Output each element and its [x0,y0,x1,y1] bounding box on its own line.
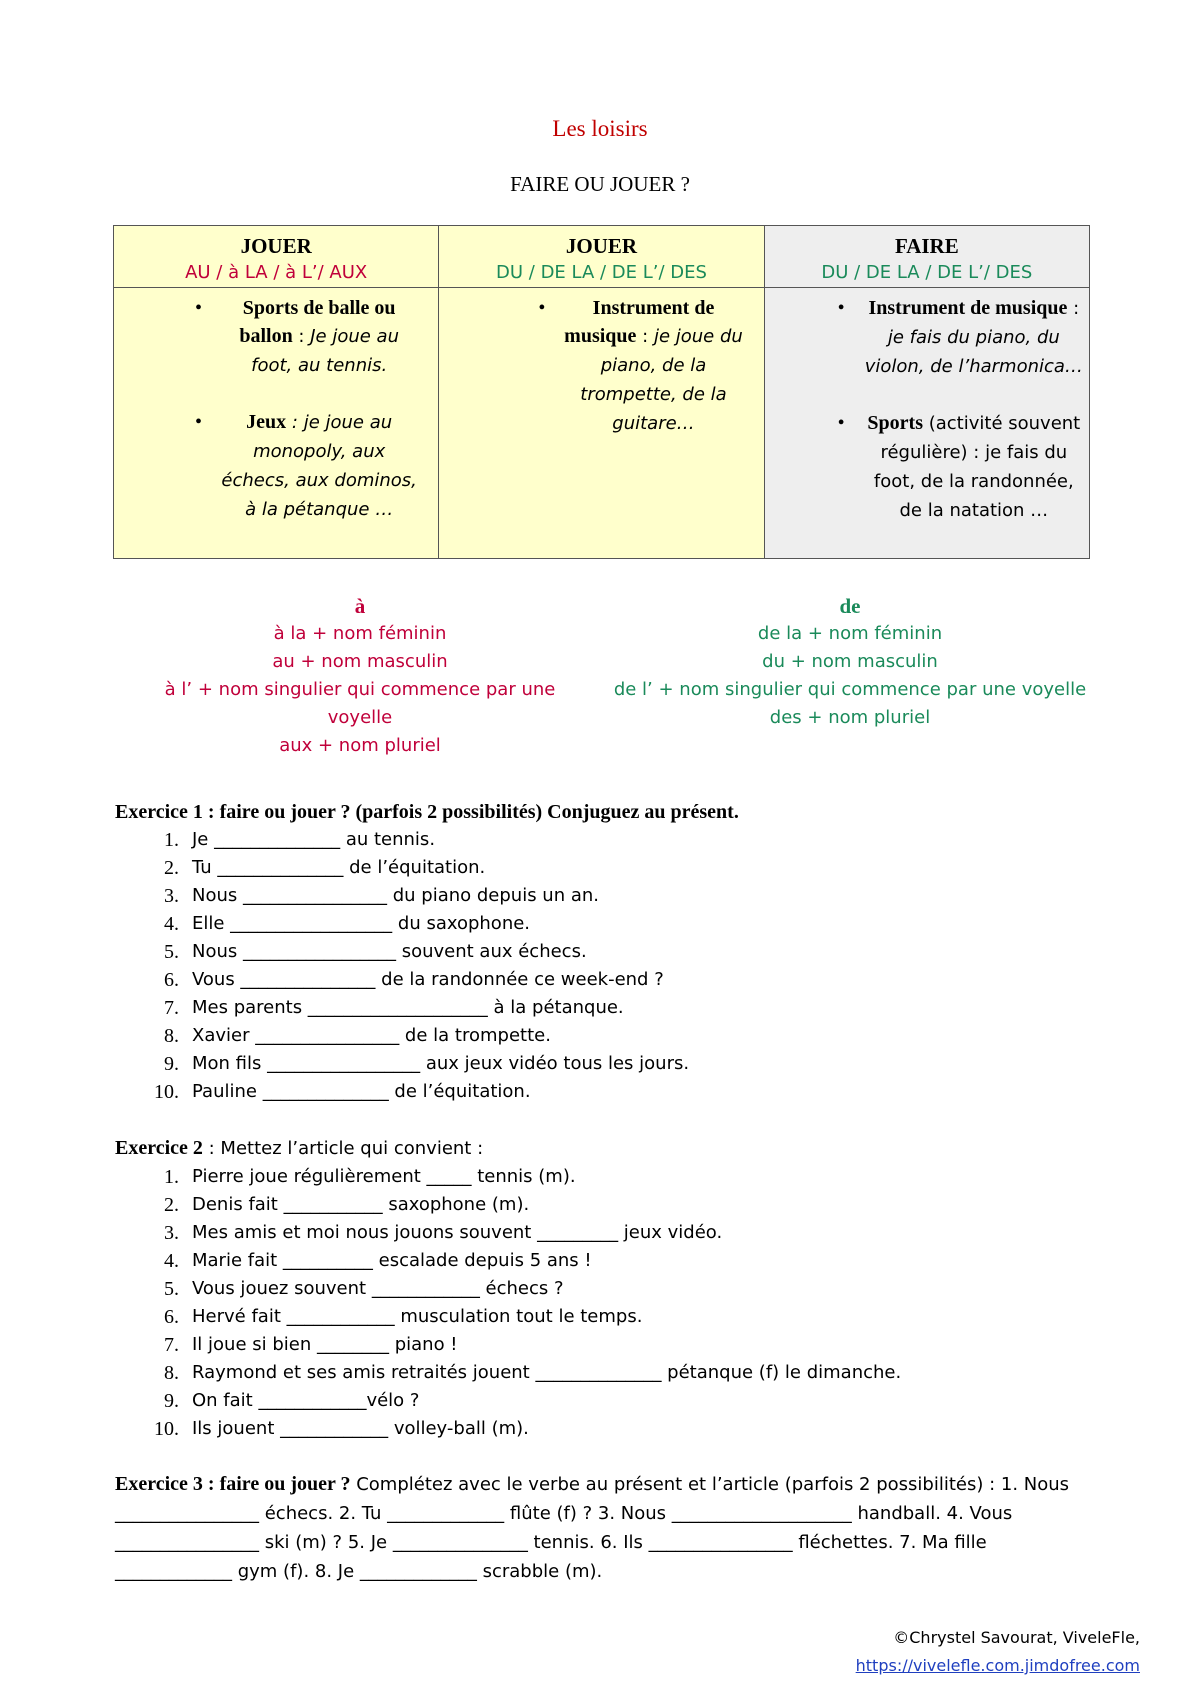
rule-line: à la + nom féminin [273,623,447,644]
exercise-2-title: Exercice 2 [115,1137,203,1159]
rule-line: aux + nom pluriel [279,735,441,756]
bullet-icon: • [837,297,845,319]
cell-jouer-a [114,288,439,559]
rule-line: de l’ + nom singulier qui commence par une voyelle [613,679,1087,700]
page-title: Les loisirs [552,116,648,141]
question-text: Mes parents ____________________ à la pétanque. [192,997,624,1018]
list-item: 5. Nous _________________ souvent aux échecs. [115,938,1095,966]
header-verb: FAIRE [894,234,959,258]
faire-jouer-table [113,225,1090,559]
exercise-3-text: Complétez avec le verbe au présent et l’article (parfois 2 possibilités) : 1. Nous ________________ échecs. 2. Tu _____________ flûte (f) ? 3. Nous ____________________ handball. 4. Vous ________________ ski (m) ? 5. Je _______________ tennis. 6. Ils ________________ fléchettes. 7. Ma fille _____________ gym (f). 8. Je _____________ scrabble (m). [115,1474,1070,1582]
list-item: 8. Xavier ________________ de la trompette. [115,1022,1095,1050]
question-text: Vous _______________ de la randonnée ce week-end ? [192,969,664,990]
bullet-icon: • [194,297,202,319]
cell-jouer-de [439,288,764,559]
question-text: Hervé fait ____________ musculation tout le temps. [192,1306,643,1327]
list-item: 5. Vous jouez souvent ____________ échecs ? [115,1275,1095,1303]
rule-line: de la + nom féminin [757,623,943,644]
header-jouer-a [114,226,439,288]
item-bold: Jeux [246,411,287,433]
question-text: Tu ______________ de l’équitation. [192,857,486,878]
exercise-2-list [115,1163,1095,1443]
exercise-1-title: Exercice 1 : faire ou jouer ? (parfois 2 possibilités) Conjuguez au présent. [115,801,739,823]
question-text: Il joue si bien ________ piano ! [192,1334,458,1355]
footer [700,1624,1140,1680]
list-item [823,294,1085,381]
cell-faire-de [764,288,1089,559]
list-item: 10. Pauline ______________ de l’équitation. [115,1078,1095,1106]
footer-credit: ©Chrystel Savourat, ViveleFle, [893,1628,1140,1647]
question-text: Nous _________________ souvent aux échecs. [192,941,587,962]
item-sep: : [636,326,654,347]
bullet-icon: • [837,412,845,434]
bullet-icon: • [194,411,202,433]
rule-line: au + nom masculin [272,651,448,672]
item-bold: Instrument de musique [868,297,1068,319]
list-item: 3. Mes amis et moi nous jouons souvent _________ jeux vidéo. [115,1219,1095,1247]
question-text: Nous ________________ du piano depuis un an. [192,885,599,906]
list-item: 9. Mon fils _________________ aux jeux vidéo tous les jours. [115,1050,1095,1078]
list-item: 4. Elle __________________ du saxophone. [115,910,1095,938]
header-verb: JOUER [565,234,638,258]
question-text: Denis fait ___________ saxophone (m). [192,1194,530,1215]
header-articles: DU / DE LA / DE L’/ DES [821,262,1033,283]
list-item: 7. Il joue si bien ________ piano ! [115,1331,1095,1359]
list-item: 6. Hervé fait ____________ musculation tout le temps. [115,1303,1095,1331]
item-sep: : [292,326,311,347]
question-text: Pauline ______________ de l’équitation. [192,1081,531,1102]
question-text: Marie fait __________ escalade depuis 5 ans ! [192,1250,592,1271]
list-item: 3. Nous ________________ du piano depuis un an. [115,882,1095,910]
question-text: Xavier ________________ de la trompette. [192,1025,551,1046]
item-example: Je joue au foot, au tennis. [251,326,399,376]
rule-line: à l’ + nom singulier qui commence par une voyelle [164,679,556,728]
exercise-3-title: Exercice 3 : faire ou jouer ? [115,1473,351,1495]
header-articles: DU / DE LA / DE L’/ DES [496,262,707,283]
list-item: 8. Raymond et ses amis retraités jouent ______________ pétanque (f) le dimanche. [115,1359,1095,1387]
question-text: Je ______________ au tennis. [192,829,436,850]
header-articles: AU / à LA / à L’/ AUX [185,262,368,283]
footer-link[interactable]: https://vivelefle.com.jimdofree.com [855,1656,1140,1675]
question-text: On fait ____________vélo ? [192,1390,420,1411]
rules-a [130,592,590,760]
question-text: Elle __________________ du saxophone. [192,913,531,934]
list-item: 10. Ils jouent ____________ volley-ball (m). [115,1415,1095,1443]
item-bold: Instrument de musique [564,297,715,347]
item-sep: : [1067,298,1080,319]
list-item [523,294,743,438]
item-bold: Sports [867,412,923,434]
header-jouer-de [439,226,764,288]
exercise-2-instruction: : Mettez l’article qui convient : [202,1138,484,1159]
exercise-1-list [115,826,1095,1106]
list-item: 7. Mes parents ____________________ à la pétanque. [115,994,1095,1022]
question-text: Pierre joue régulièrement _____ tennis (m). [192,1166,576,1187]
list-item: 9. On fait ____________vélo ? [115,1387,1095,1415]
header-faire-de [764,226,1089,288]
rules-a-head: à [354,594,366,618]
list-item [823,409,1085,525]
exercise-3 [115,1470,1095,1586]
list-item [180,408,418,524]
rules-de-head: de [839,594,861,618]
question-text: Vous jouez souvent ____________ échecs ? [192,1278,564,1299]
item-example: je fais du piano, du violon, de l’harmonica… [864,327,1083,377]
page-subtitle: FAIRE OU JOUER ? [510,172,690,196]
list-item: 1. Pierre joue régulièrement _____ tennis (m). [115,1163,1095,1191]
question-text: Ils jouent ____________ volley-ball (m). [192,1418,529,1439]
list-item: 6. Vous _______________ de la randonnée ce week-end ? [115,966,1095,994]
list-item: 2. Denis fait ___________ saxophone (m). [115,1191,1095,1219]
rule-line: du + nom masculin [762,651,938,672]
rule-line: des + nom pluriel [769,707,931,728]
question-text: Mon fils _________________ aux jeux vidéo tous les jours. [192,1053,690,1074]
exercise-2 [115,1134,1095,1443]
list-item: 2. Tu ______________ de l’équitation. [115,854,1095,882]
item-example: je joue au monopoly, aux échecs, aux dominos, à la pétanque … [221,412,417,520]
item-example: (activité souvent régulière) : je fais du foot, de la randonnée, de la natation … [873,413,1081,521]
item-bold: Sports de balle ou ballon [239,297,396,347]
exercise-1 [115,798,1095,1106]
item-example: je joue du piano, de la trompette, de la guitare… [580,326,743,434]
rules-de [610,592,1090,732]
list-item: 4. Marie fait __________ escalade depuis 5 ans ! [115,1247,1095,1275]
bullet-icon: • [538,297,546,319]
list-item [180,294,418,380]
question-text: Raymond et ses amis retraités jouent ______________ pétanque (f) le dimanche. [192,1362,902,1383]
list-item: 1. Je ______________ au tennis. [115,826,1095,854]
item-sep: : [286,412,304,433]
header-verb: JOUER [240,234,312,258]
question-text: Mes amis et moi nous jouons souvent _________ jeux vidéo. [192,1222,723,1243]
